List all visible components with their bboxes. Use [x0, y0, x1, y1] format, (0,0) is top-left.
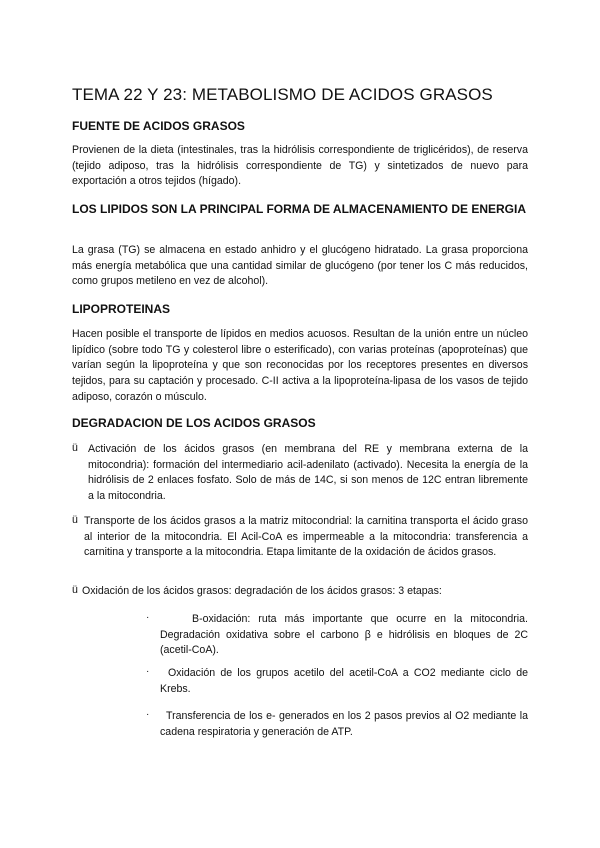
sub-list-item: Oxidación de los grupos acetilo del acetil-CoA a CO2 mediante ciclo de Krebs. [160, 667, 528, 695]
checkmark-icon: ü [72, 584, 78, 596]
page-title: TEMA 22 Y 23: METABOLISMO DE ACIDOS GRASOS [72, 85, 493, 104]
paragraph-fuente: Provienen de la dieta (intestinales, tras la hidrólisis correspondiente de triglicéridos), de reserva (tejido adiposo, tras la hidrólisis correspondiente de TG) y sintetizados de nuevo para exportación a otros tejidos (hígado). [72, 144, 528, 188]
checkmark-icon: ü [72, 442, 78, 454]
list-item: Activación de los ácidos grasos (en membrana del RE y membrana externa de la mitocondria): formación del intermediario acil-adenilato (activado). Necesita la energía de la hidrólisis de 2 enlaces fosfato. Solo de más de 14C, si son menos de 12C entran libremente a la mitocondria. [88, 443, 528, 503]
heading-lipidos: LOS LIPIDOS SON LA PRINCIPAL FORMA DE ALMACENAMIENTO DE ENERGIA [72, 202, 527, 216]
bullet-dot-icon: · [146, 666, 150, 677]
list-item: Transporte de los ácidos grasos a la matriz mitocondrial: la carnitina transporta el ácido graso al interior de la mitocondria. El Acil-CoA es impermeable a la mitocondria: transferencia a carnitina y transporte a la mitocondria. Etapa limitante de la oxidación de ácidos grasos. [84, 515, 528, 559]
sub-list-item: Transferencia de los e- generados en los 2 pasos previos al O2 mediante la cadena respiratoria y generación de ATP. [160, 710, 528, 738]
list-item: Oxidación de los ácidos grasos: degradación de los ácidos grasos: 3 etapas: [82, 585, 442, 597]
checkmark-icon: ü [72, 514, 78, 526]
paragraph-lipoproteinas: Hacen posible el transporte de lípidos en medios acuosos. Resultan de la unión entre un núcleo lipídico (sobre todo TG y colesterol libre o esterificado), con varias proteínas (apoproteínas) que varían según la lipoproteína y que son reconocidas por los receptores presentes en diversos tejidos, para su captación y procesado. C-II activa a la lipoproteína-lipasa de los vasos de tejido adiposo, corazón o músculo. [72, 328, 528, 403]
heading-fuente: FUENTE DE ACIDOS GRASOS [72, 119, 245, 133]
paragraph-lipidos: La grasa (TG) se almacena en estado anhidro y el glucógeno hidratado. La grasa proporciona más energía metabólica que una cantidad similar de glucógeno (por tener los C más reducidos, como grupos metileno en vez de alcohol). [72, 244, 528, 288]
heading-lipoproteinas: LIPOPROTEINAS [72, 302, 171, 316]
sub-list-item: B-oxidación: ruta más importante que ocurre en la mitocondria. Degradación oxidativa sobre el carbono β e hidrólisis en bloques de 2C (acetil-CoA). [160, 613, 528, 657]
heading-degradacion: DEGRADACION DE LOS ACIDOS GRASOS [72, 416, 316, 430]
bullet-dot-icon: · [146, 709, 150, 720]
bullet-dot-icon: · [146, 612, 150, 623]
